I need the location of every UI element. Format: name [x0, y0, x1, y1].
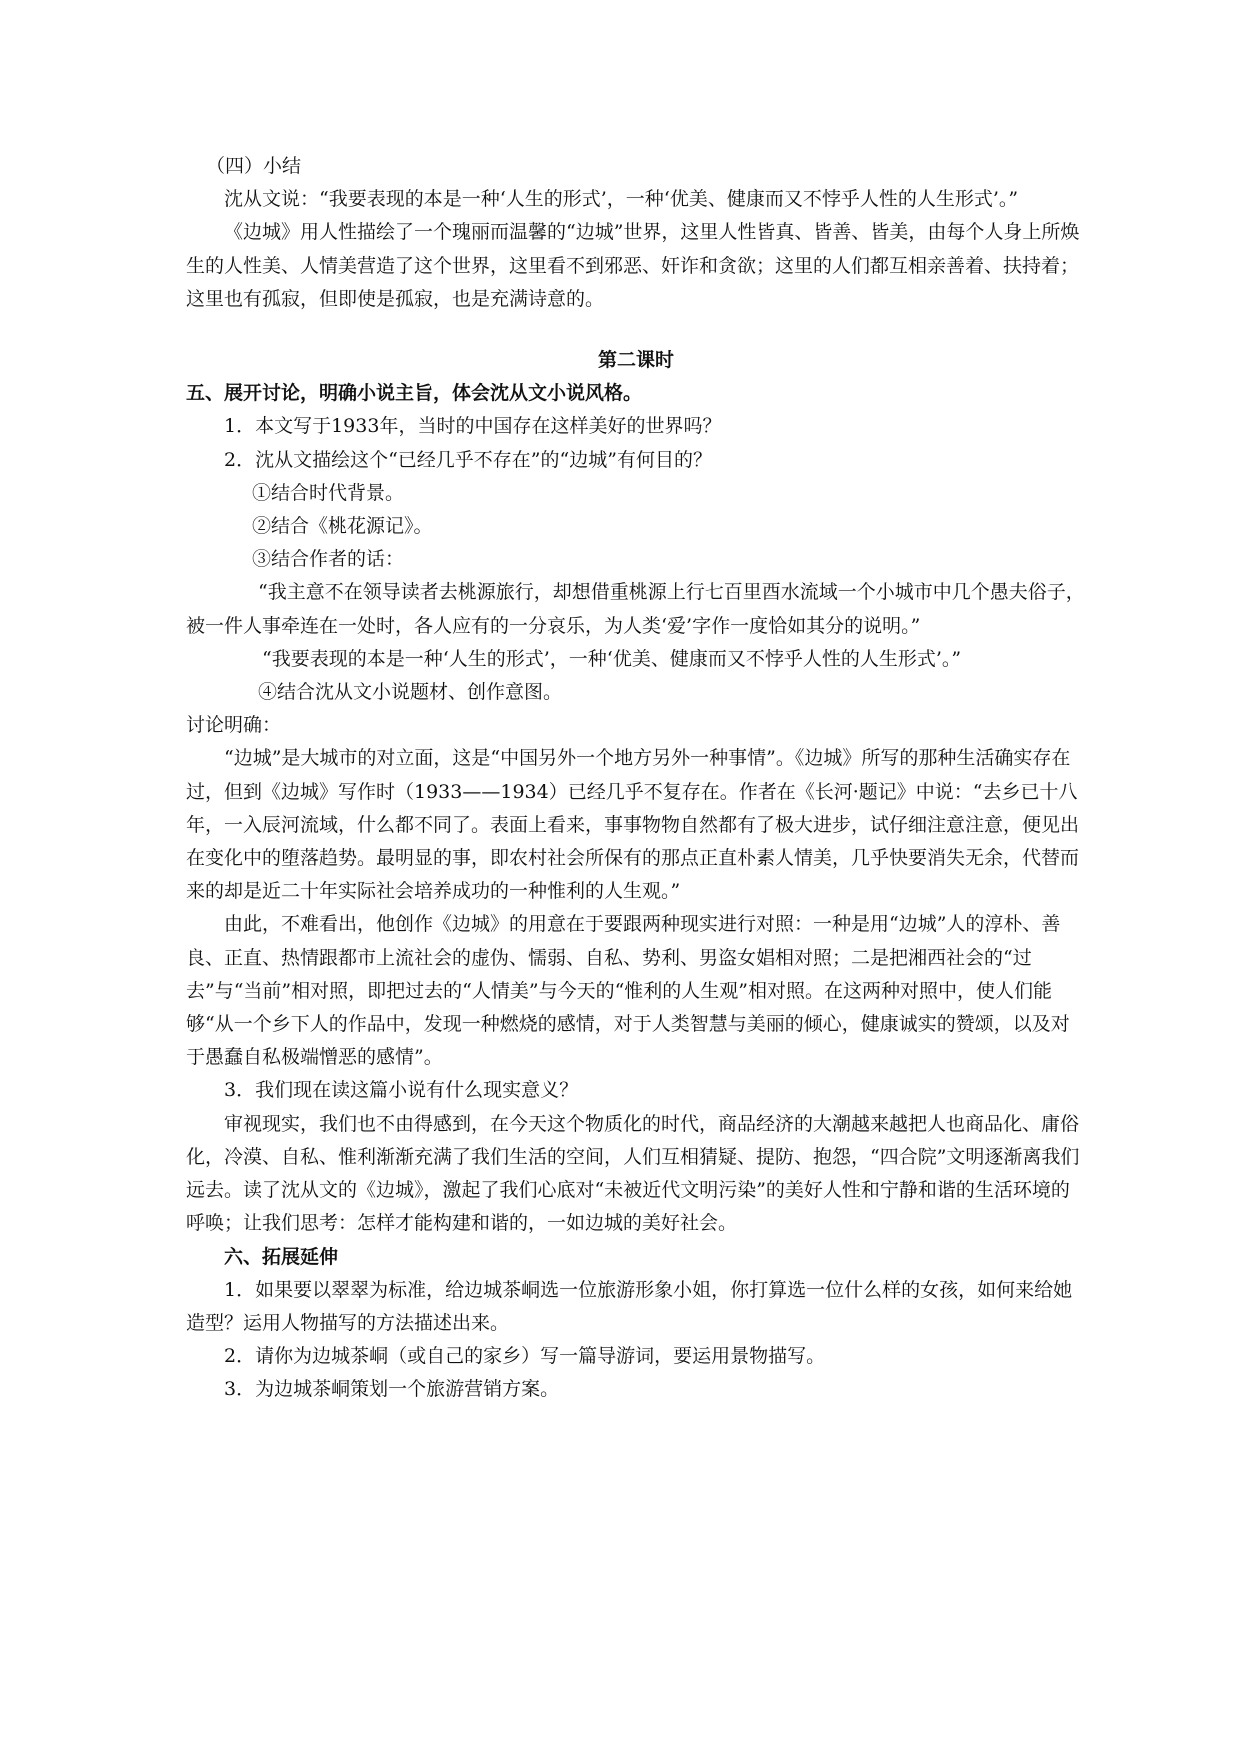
- question-3: 3．我们现在读这篇小说有什么现实意义？: [224, 1079, 579, 1102]
- author-quote-1: “我主意不在领导读者去桃源旅行，却想借重桃源上行七百里酉水流域一个小城市中几个愚夫俗子，被一件人事牵连在一处时，各人应有的一分哀乐，为人类‘爱’字作一度恰如其分的说明。”: [186, 581, 1085, 637]
- sub-item-2: ②结合《桃花源记》。: [252, 515, 433, 538]
- lesson-title: 第二课时: [597, 349, 674, 372]
- question-1: 1．本文写于1933年，当时的中国存在这样美好的世界吗？: [224, 415, 722, 438]
- author-quote-2: “我要表现的本是一种‘人生的形式’，一种‘优美、健康而又不悖乎人性的人生形式’。”: [262, 647, 962, 670]
- discussion-paragraph-2: 由此，不难看出，他创作《边城》的用意在于要跟两种现实进行对照：一种是用“边城”人的淳朴、善良、正直、热情跟都市上流社会的虚伪、懦弱、自私、势利、男盗女娼相对照；二是把湘西社会的“过去”与“当前”相对照，即把过去的“人情美”与今天的“惟利的人生观”相对照。在这两种对照中，使人们能够“从一个乡下人的作品中，发现一种燃烧的感情，对于人类智慧与美丽的倾心，健康诚实的赞颂，以及对于愚蠢自私极端憎恶的感情”。: [186, 913, 1070, 1069]
- sub-item-4: ④结合沈从文小说题材、创作意图。: [258, 681, 563, 704]
- discussion-label: 讨论明确：: [186, 714, 282, 737]
- summary-quote: 沈从文说：“我要表现的本是一种‘人生的形式’，一种‘优美、健康而又不悖乎人性的人生形式’。”: [224, 188, 1019, 211]
- summary-paragraph: 《边城》用人性描绘了一个瑰丽而温馨的“边城”世界，这里人性皆真、皆善、皆美，由每个人身上所焕生的人性美、人情美营造了这个世界，这里看不到邪恶、奸诈和贪欲；这里的人们都互相亲善着、扶持着；这里也有孤寂，但即使是孤寂，也是充满诗意的。: [186, 221, 1080, 310]
- summary-heading: （四）小结: [206, 155, 302, 177]
- sub-item-1: ①结合时代背景。: [252, 481, 405, 504]
- section6-heading: 六、拓展延伸: [224, 1245, 339, 1268]
- extension-1: 1．如果要以翠翠为标准，给边城茶峒选一位旅游形象小姐，你打算选一位什么样的女孩，如何来给她造型？运用人物描写的方法描述出来。: [186, 1278, 1073, 1334]
- discussion-paragraph-1: “边城”是大城市的对立面，这是“中国另外一个地方另外一种事情”。《边城》所写的那种生活确实存在过，但到《边城》写作时（1933——1934）已经几乎不复存在。作者在《长河·题记》中说：“去乡已十八年，一入辰河流域，什么都不同了。表面上看来，事事物物自然都有了极大进步，试仔细注意注意，便见出在变化中的堕落趋势。最明显的事，即农村社会所保有的那点正直朴素人情美，几乎快要消失无余，代替而来的却是近二十年实际社会培养成功的一种惟利的人生观。”: [186, 747, 1080, 903]
- extension-2: 2．请你为边城茶峒（或自己的家乡）写一篇导游词，要运用景物描写。: [224, 1345, 826, 1368]
- section5-heading: 五、展开讨论，明确小说主旨，体会沈从文小说风格。: [186, 382, 643, 405]
- sub-item-3: ③结合作者的话：: [252, 548, 405, 571]
- question-2: 2．沈从文描绘这个“已经几乎不存在”的“边城”有何目的？: [224, 448, 712, 471]
- document-page: [186, 150, 1086, 1407]
- section-gap: [186, 316, 1086, 344]
- extension-3: 3．为边城茶峒策划一个旅游营销方案。: [224, 1378, 560, 1401]
- question-3-answer: 审视现实，我们也不由得感到，在今天这个物质化的时代，商品经济的大潮越来越把人也商品化、庸俗化，冷漠、自私、惟利渐渐充满了我们生活的空间，人们互相猜疑、提防、抱怨，“四合院”文明逐渐离我们远去。读了沈从文的《边城》，激起了我们心底对“未被近代文明污染”的美好人性和宁静和谐的生活环境的呼唤；让我们思考：怎样才能构建和谐的，一如边城的美好社会。: [186, 1112, 1080, 1235]
